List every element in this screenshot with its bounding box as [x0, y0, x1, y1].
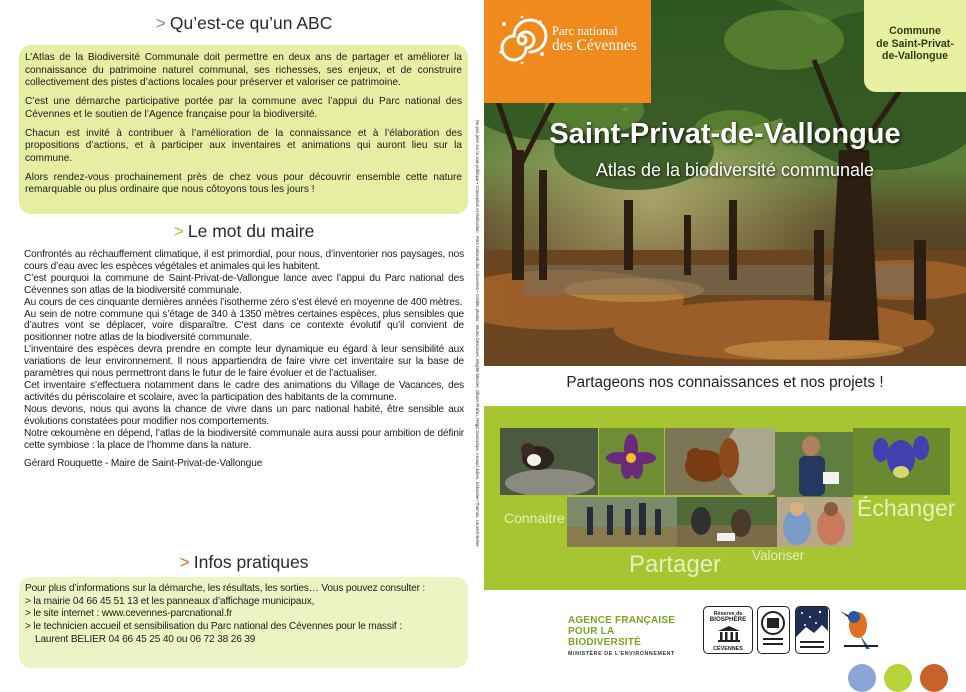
maire-paragraph: C’est pourquoi la commune de Saint-Privat-de-Vallongue lance avec l’appui du Parc national des Cévennes son atlas de la biodiversité communale. [24, 272, 464, 296]
chevron-icon: > [179, 552, 190, 572]
squirrel-image [665, 428, 775, 495]
abc-paragraph: C’est une démarche participative portée par la commune avec l’appui du Parc national des Cévennes et le soutien de l’Agence française pour la biodiversité. [25, 96, 462, 120]
left-panel [0, 0, 484, 683]
maire-paragraph: Notre œkoumène en dépend, l’atlas de la biodiversité communale aura aussi pour ambition de définir cette symbiose : la place de l’homme dans la nature. [24, 427, 464, 451]
squirrel-photo [665, 428, 775, 495]
word-partager: Partager [629, 551, 722, 578]
guide-image [775, 432, 853, 506]
group-walking-image [567, 497, 677, 547]
maire-paragraph: Cet inventaire s’effectuera notamment dans le cadre des animations du Village de Vacances, des activités du périscolaire et scolaire, avec la participation des habitants de la commune. [24, 379, 464, 403]
section-title-abc: > Qu’est-ce qu’un ABC [155, 13, 333, 33]
maire-text [24, 249, 464, 470]
section-title-infos: > Infos pratiques [179, 552, 309, 572]
survey-image [677, 497, 777, 547]
chevron-icon: > [155, 13, 166, 33]
kingfisher-icon [840, 605, 880, 655]
parc-national-logo [484, 0, 651, 103]
bird-photo [500, 428, 598, 495]
maire-paragraph: Nous devons, nous qui avons la chance de vivre dans un parc national habité, être sensible aux évolutions constatées pour modifier nos comportements. [24, 403, 464, 427]
children-photo [777, 497, 853, 547]
aleps-bird-logo [840, 605, 880, 655]
sub-title: Atlas de la biodiversité communale [595, 160, 875, 180]
tagline: Partageons nos connaissances et nos projets ! [566, 374, 884, 391]
partner-logos [484, 602, 966, 662]
starry-sky-icon [796, 607, 828, 652]
vertical-credits: Ne pas jeter sur la voie publique • Conception et réalisation : Parc national des Cévennes • Crédits photos : Bruno Descaves, Brigitte Mercier, Olivier Prohin, Régis Descamps, Arnaud Julien, Sébastien Thomas, Laurent Belier. [475, 120, 480, 548]
causses-cevennes-logo [757, 606, 790, 654]
spiral-logo-icon [496, 14, 548, 66]
unesco-temple-icon [716, 625, 742, 643]
infos-line: Laurent BELIER 04 66 45 25 40 ou 06 72 38 26 39 [35, 633, 256, 645]
right-panel [484, 0, 966, 683]
decor-circle-blue [848, 664, 876, 692]
group-walk-photo [567, 497, 677, 547]
maire-paragraph: L’inventaire des espèces devra prendre en compte leur dynamique eu égard à leur sensibilité aux variations de leur environnement. Il nous appartiendra de faire vivre cet inventaire sur la base de paramètres qui nous permettront dans le futur de le faire évoluer et de l’actualiser. [24, 344, 464, 380]
infos-line: > le technicien accueil et sensibilisation du Parc national des Cévennes pour le massif : [25, 621, 402, 633]
infos-line: > la mairie 04 66 45 51 13 et les panneaux d’affichage municipaux, [25, 595, 315, 607]
decor-circle-orange [920, 664, 948, 692]
word-echanger: Échanger [857, 495, 956, 521]
biosphere-logo: Réserve de BIOSPHÈRE CÉVENNES [703, 606, 753, 654]
section-title-maire: > Le mot du maire [173, 221, 315, 241]
word-connaitre: Connaitre [504, 510, 565, 526]
heritage-emblem-icon [758, 607, 788, 652]
afb-logo: AGENCE FRANÇAISE POUR LA BIODIVERSITÉ MINISTÈRE DE L’ENVIRONNEMENT [568, 615, 676, 657]
survey-photo [677, 497, 777, 547]
pasqueflower-image [599, 428, 664, 495]
maire-signature: Gérard Rouquette - Maire de Saint-Privat-de-Vallongue [24, 458, 263, 470]
people-hiking-photo [775, 432, 853, 506]
dark-sky-reserve-logo [795, 606, 830, 654]
dipper-bird-image [500, 428, 598, 495]
maire-paragraph: Au cours de ces cinquante dernières années l’isotherme zéro s’est élevé en moyenne de 400 mètres. [24, 296, 463, 308]
forest-photo [484, 0, 966, 366]
maire-paragraph: Au sein de notre commune qui s’étage de 340 à 1350 mètres certaines espèces, plus sensibles que d’autres vont se déplacer, voire disparaître. C’est dans ce contexte évolutif qu’il convient de positionner notre atlas de la biodiversité communale. [24, 308, 464, 344]
infos-line: Pour plus d’informations sur la démarche, les résultats, les sorties… Vous pouvez consulter : [25, 583, 426, 594]
columbine-photo [853, 428, 950, 495]
main-title: Saint-Privat-de-Vallongue [549, 118, 901, 150]
commune-badge: Commune de Saint-Privat- de-Vallongue [864, 0, 966, 92]
infos-line: > le site internet : www.cevennes-parcnational.fr [25, 608, 233, 620]
columbine-flower-image [853, 428, 950, 495]
chevron-icon: > [173, 221, 184, 241]
abc-paragraph: Alors rendez-vous prochainement près de chez vous pour découvrir ensemble cette nature remarquable ou plus ordinaire que nous côtoyons tous les jours ! [25, 171, 462, 196]
photo-collage [484, 406, 966, 590]
word-valoriser: Valoriser [752, 548, 805, 563]
abc-paragraph: L’Atlas de la Biodiversité Communale doit permettre en deux ans de partager et améliorer la connaissance du patrimoine naturel communal, ses richesses, ses enjeux, et de construire collectivement des pistes d’actions locales pour préserver et valoriser ce patrimoine. [25, 52, 462, 89]
decor-circle-green [884, 664, 912, 692]
logo-text-line2: des Cévennes [552, 37, 637, 54]
abc-box [19, 45, 468, 214]
infos-box [19, 577, 468, 668]
flower-photo [599, 428, 664, 495]
children-image [777, 497, 853, 547]
logo-text-line1: Parc national [552, 24, 618, 38]
abc-paragraph: Chacun est invité à contribuer à l’amélioration de la connaissance et à l’élaboration des propositions d’actions, et à participer aux inventaires et animations qui auront lieu sur la commune. [25, 127, 462, 164]
maire-paragraph: Confrontés au réchauffement climatique, il est primordial, pour nous, d’inventorier nos paysages, nos cours d’eau avec les espèces végétales et animales qui les habitent. [24, 249, 464, 272]
